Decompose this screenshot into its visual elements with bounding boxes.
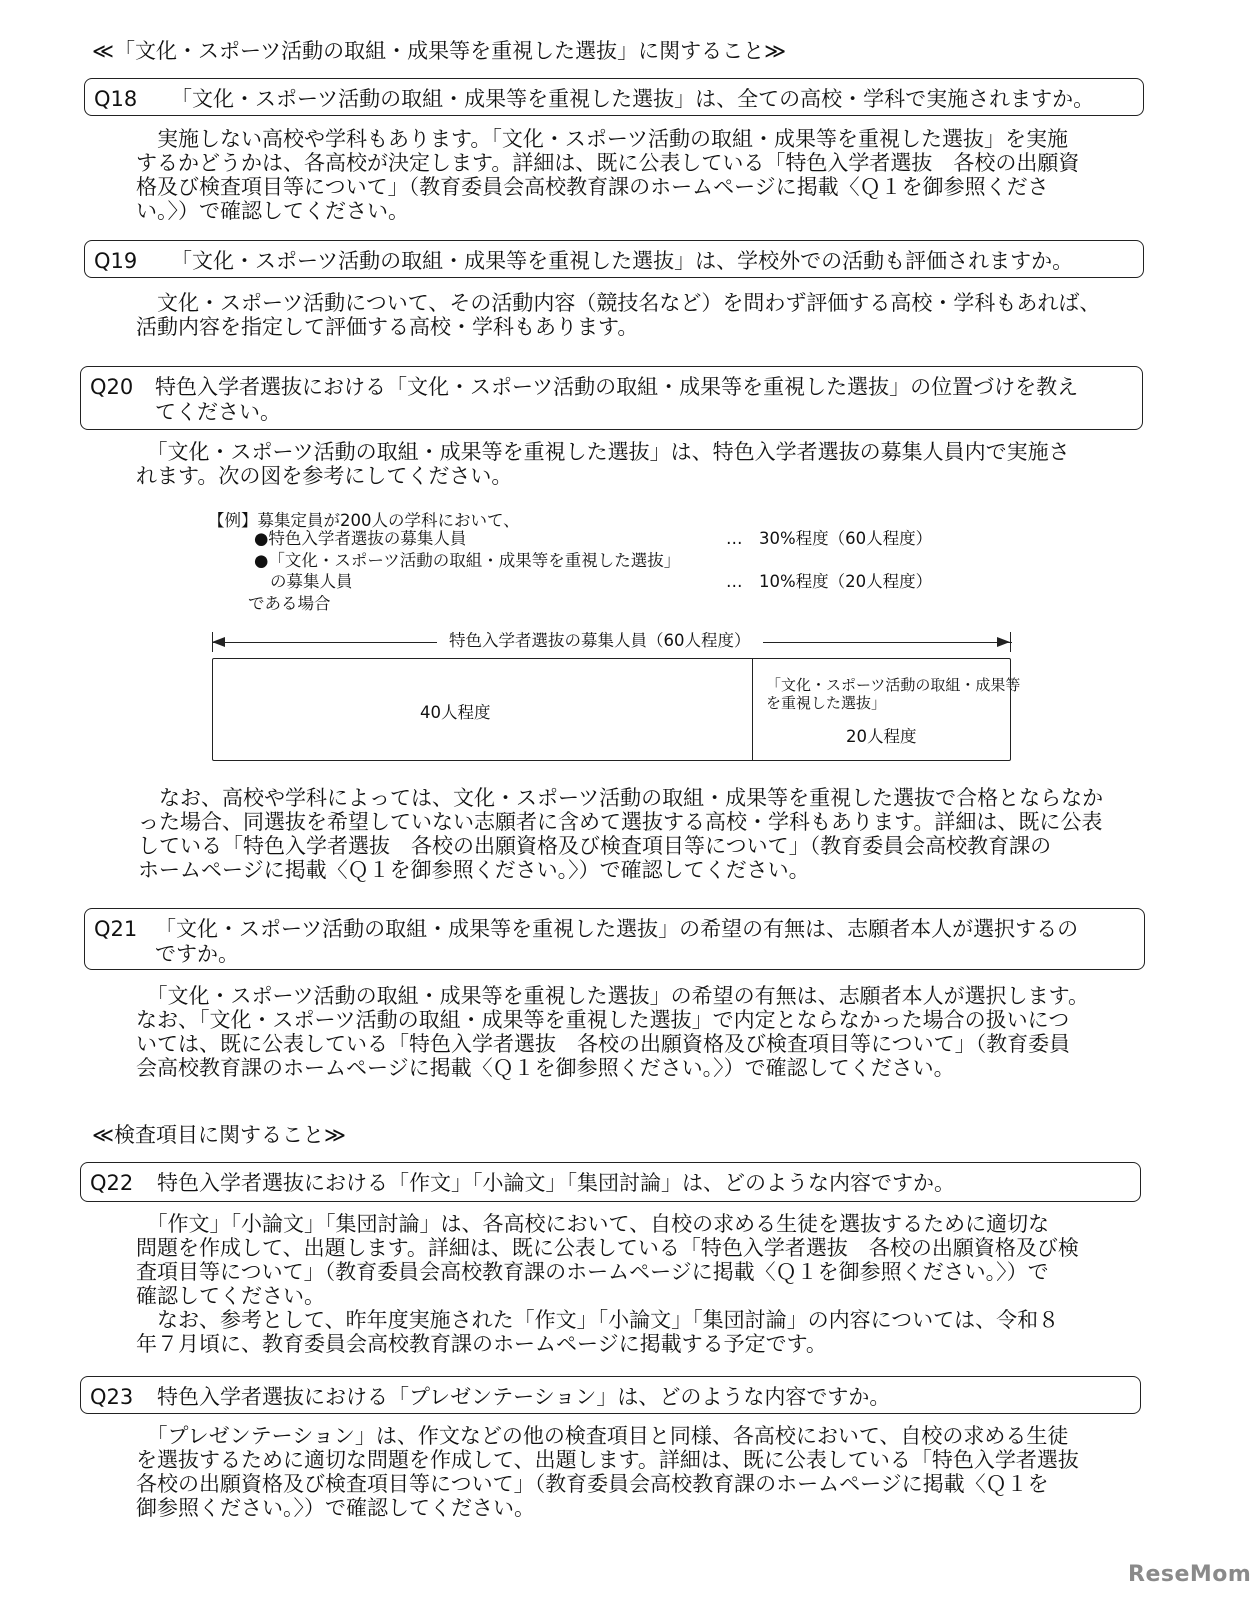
- example-intro: 【例】募集定員が200人の学科において、: [208, 511, 520, 530]
- note-q20: なお、高校や学科によっては、文化・スポーツ活動の取組・成果等を重視した選抜で合格とならなか った場合、同選抜を希望していない志願者に含めて選抜する高校・学科もあります。詳細は、既に公表 している「特色入学者選抜 各校の出願資格及び検査項目等について」（教育委員会高校教育課の ホームページに掲載〈Ｑ１を御参照ください。〉）で確認してください。: [138, 786, 1104, 882]
- span-label: 特色入学者選抜の募集人員（60人程度）: [437, 629, 763, 653]
- question-box-q22: [80, 1162, 1141, 1202]
- question-number: Q20: [90, 375, 134, 399]
- question-box-q19: [84, 240, 1144, 278]
- question-number: Q18: [94, 87, 138, 111]
- special-quota-value: 20人程度: [846, 727, 917, 746]
- answer-q20: 「文化・スポーツ活動の取組・成果等を重視した選抜」は、特色入学者選抜の募集人員内で実施さ れます。次の図を参考にしてください。: [136, 440, 1070, 488]
- question-text: 「文化・スポーツ活動の取組・成果等を重視した選抜」は、全ての高校・学科で実施されますか。: [171, 87, 1095, 111]
- answer-q23: 「プレゼンテーション」は、作文などの他の検査項目と同様、各高校において、自校の求める生徒 を選抜するために適切な問題を作成して、出題します。詳細は、既に公表している「特色入学者選抜 各校の出願資格及び検査項目等について」（教育委員会高校教育課のホームページに掲載〈Ｑ１を 御参照ください。〉）で確認してください。: [136, 1424, 1079, 1520]
- example-item-2: ●「文化・スポーツ活動の取組・成果等を重視した選抜」: [254, 551, 681, 570]
- question-text: 特色入学者選抜における「作文」「小論文」「集団討論」は、どのような内容ですか。: [157, 1171, 955, 1195]
- question-box-q21: [84, 908, 1145, 970]
- arrow-right-icon: [997, 636, 1011, 648]
- question-number: Q21: [94, 917, 138, 941]
- question-text: 「文化・スポーツ活動の取組・成果等を重視した選抜」の希望の有無は、志願者本人が選択するの ですか。: [155, 917, 1079, 966]
- answer-q22: 「作文」「小論文」「集団討論」は、各高校において、自校の求める生徒を選抜するために適切な 問題を作成して、出題します。詳細は、既に公表している「特色入学者選抜 各校の出願資格及び検 査項目等について」（教育委員会高校教育課のホームページに掲載〈Ｑ１を御参照ください。〉）で 確認してください。 なお、参考として、昨年度実施された「作文」「小論文」「集団討論」の内容については、令和８ 年７月頃に、教育委員会高校教育課のホームページに掲載する予定です。: [136, 1212, 1079, 1356]
- question-number: Q19: [94, 249, 138, 273]
- resemom-logo: ReseMom: [1128, 1562, 1252, 1587]
- question-box-q20: [80, 366, 1143, 430]
- quota-divider: [752, 658, 753, 761]
- section-heading-exam-items: ≪検査項目に関すること≫: [92, 1123, 346, 1147]
- question-text: 特色入学者選抜における「プレゼンテーション」は、どのような内容ですか。: [157, 1385, 891, 1409]
- question-box-q18: [84, 78, 1144, 116]
- example-item-2-value: … 10%程度（20人程度）: [726, 572, 933, 591]
- question-text: 「文化・スポーツ活動の取組・成果等を重視した選抜」は、学校外での活動も評価されますか。: [171, 249, 1074, 273]
- example-closing: である場合: [248, 594, 331, 613]
- special-quota-title-2: を重視した選抜」: [766, 694, 887, 712]
- special-quota-title-1: 「文化・スポーツ活動の取組・成果等: [766, 676, 1021, 694]
- question-text: 特色入学者選抜における「文化・スポーツ活動の取組・成果等を重視した選抜」の位置づけを教え てください。: [155, 375, 1079, 424]
- question-number: Q22: [90, 1171, 134, 1195]
- answer-q18: 実施しない高校や学科もあります。「文化・スポーツ活動の取組・成果等を重視した選抜」を実施 するかどうかは、各高校が決定します。詳細は、既に公表している「特色入学者選抜 各校の出願資 格及び検査項目等について」（教育委員会高校教育課のホームページに掲載〈Ｑ１を御参照くださ い。〉）で確認してください。: [136, 127, 1080, 223]
- answer-q19: 文化・スポーツ活動について、その活動内容（競技名など）を問わず評価する高校・学科もあれば、 活動内容を指定して評価する高校・学科もあります。: [136, 291, 1101, 339]
- example-item-1-value: … 30%程度（60人程度）: [726, 529, 933, 548]
- arrow-left-icon: [212, 636, 226, 648]
- question-number: Q23: [90, 1385, 134, 1409]
- question-box-q23: [80, 1376, 1141, 1414]
- section-heading-culture-sports: ≪「文化・スポーツ活動の取組・成果等を重視した選抜」に関すること≫: [92, 39, 787, 63]
- answer-q21: 「文化・スポーツ活動の取組・成果等を重視した選抜」の希望の有無は、志願者本人が選択します。 なお、「文化・スポーツ活動の取組・成果等を重視した選抜」で内定とならなかった場合の扱いにつ いては、既に公表している「特色入学者選抜 各校の出願資格及び検査項目等について」（教育委員 会高校教育課のホームページに掲載〈Ｑ１を御参照ください。〉）で確認してください。: [136, 984, 1089, 1080]
- general-quota-label: 40人程度: [420, 703, 491, 722]
- example-item-1: ●特色入学者選抜の募集人員: [254, 529, 467, 548]
- example-item-2-cont: の募集人員: [270, 572, 353, 591]
